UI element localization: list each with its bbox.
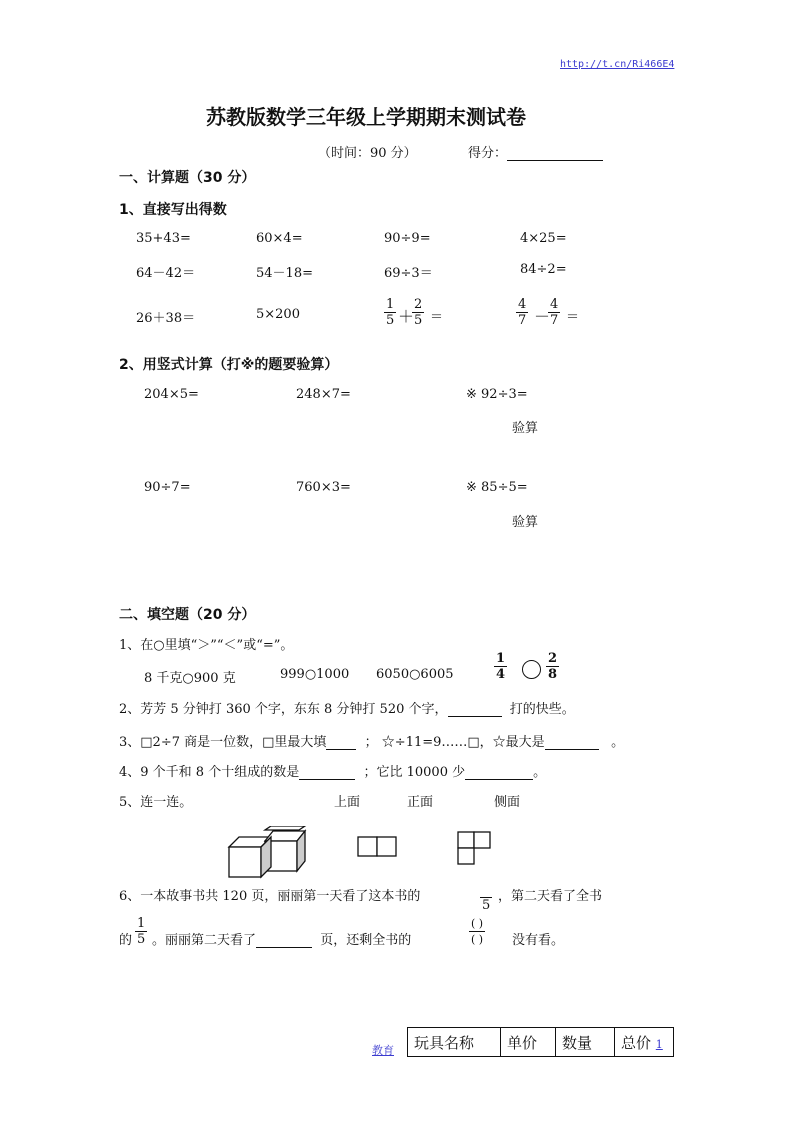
table-header-price: 单价 [501, 1028, 556, 1057]
vertical-calc-5: 760×3= [296, 480, 351, 495]
check-label: 验算 [512, 515, 539, 530]
question-1: 1、在○里填“＞”“＜”或“=”。 [119, 638, 294, 653]
fraction [546, 651, 559, 682]
question-3-part-a: 3、□2÷7 商是一位数，□里最大填 [119, 735, 327, 750]
score-text: 得分： [468, 146, 508, 161]
cube-stack-figure [225, 826, 309, 880]
section-1-heading: 一、计算题（30 分） [119, 170, 256, 186]
table-header-total-text: 总价 [621, 1033, 652, 1052]
score-label [468, 142, 603, 161]
check-label: 验算 [512, 421, 539, 436]
fraction [548, 297, 560, 328]
answer-blank [448, 702, 502, 717]
question-6-line-1: 6、一本故事书共 120 页，丽丽第一天看了这本书的 [119, 889, 421, 904]
side-view-figure [457, 830, 493, 866]
fraction [480, 882, 492, 913]
answer-blank [545, 735, 599, 750]
answer-blank [465, 765, 533, 780]
compare-item-2: 999○1000 [280, 667, 350, 682]
page-number[interactable]: 1 [655, 1037, 663, 1051]
fraction [384, 297, 396, 328]
question-6-line-1-end: ，第二天看了全书 [498, 889, 603, 904]
numerator: 1 [386, 297, 395, 312]
fraction [494, 651, 507, 682]
denominator: 5 [414, 313, 423, 328]
calc-r2-4: 84÷2= [520, 262, 567, 277]
question-6-text-2: 页，还剩全书的 [320, 933, 412, 948]
view-label-top: 上面 [334, 795, 361, 810]
denominator: 7 [550, 313, 559, 328]
calc-r3-2: 5×200 [256, 307, 300, 322]
compare-circle [522, 660, 541, 679]
question-4 [119, 761, 546, 780]
compare-item-1: 8 千克○900 克 [144, 671, 236, 686]
compare-item-3: 6050○6005 [376, 667, 454, 682]
denominator: 5 [482, 898, 491, 913]
numerator: 1 [137, 916, 146, 931]
answer-blank [326, 735, 356, 750]
vertical-calc-4: 90÷7= [144, 480, 191, 495]
vertical-calc-1: 204×5= [144, 387, 199, 402]
table-header-name: 玩具名称 [408, 1028, 501, 1057]
numerator: 2 [548, 651, 558, 666]
question-6-line-2-start: 的 [119, 933, 133, 948]
calc-r2-3: 69÷3＝ [384, 266, 433, 281]
source-url[interactable]: http://t.cn/Ri466E4 [560, 59, 675, 70]
numerator: 2 [414, 297, 423, 312]
table-header-quantity: 数量 [556, 1028, 615, 1057]
calc-r2-1: 64－42＝ [136, 266, 196, 281]
vertical-calc-3: ※ 92÷3= [466, 387, 528, 402]
view-label-front: 正面 [407, 795, 434, 810]
numerator: ( ) [471, 917, 484, 930]
fraction [135, 916, 147, 947]
answer-blank [256, 933, 312, 948]
denominator: 5 [137, 932, 146, 947]
question-3 [119, 731, 624, 750]
question-6-line-2-end: 没有看。 [512, 933, 565, 948]
view-label-side: 侧面 [494, 795, 521, 810]
calc-r1-3: 90÷9= [384, 231, 431, 246]
fraction-operator: ＋ [398, 307, 415, 326]
toy-price-table [407, 1027, 674, 1057]
equals-sign: ＝ [566, 310, 580, 325]
question-4-part-c: 。 [533, 765, 547, 780]
question-3-part-c: 。 [611, 735, 625, 750]
denominator: ( ) [471, 933, 484, 946]
calc-r1-2: 60×4= [256, 231, 303, 246]
fraction-operator: － [534, 307, 551, 326]
section-2-heading: 二、填空题（20 分） [119, 607, 256, 623]
answer-blank [299, 765, 355, 780]
question-2-end [502, 702, 510, 717]
question-2-end-text: 打的快些。 [509, 702, 575, 717]
calc-r2-2: 54－18= [256, 266, 313, 281]
question-4-part-a: 4、9 个千和 8 个十组成的数是 [119, 765, 300, 780]
fraction [469, 916, 485, 947]
denominator: 7 [518, 313, 527, 328]
denominator: 4 [496, 667, 506, 682]
numerator: 1 [496, 651, 506, 666]
numerator: 4 [518, 297, 527, 312]
education-link[interactable]: 教育 [372, 1044, 394, 1057]
numerator: 4 [550, 297, 559, 312]
calc-r3-1: 26＋38＝ [136, 311, 196, 326]
calc-r1-4: 4×25= [520, 231, 567, 246]
section-1-1-heading: 1、直接写出得数 [119, 202, 227, 218]
question-4-part-b: ；它比 10000 少 [363, 765, 466, 780]
question-3-part-b: ； ☆÷11=9……□，☆最大是 [364, 735, 545, 750]
fraction [516, 297, 528, 328]
question-2-text: 2、芳芳 5 分钟打 360 个字，东东 8 分钟打 520 个字， [119, 702, 448, 717]
table-row [408, 1028, 674, 1057]
question-5: 5、连一连。 [119, 795, 193, 810]
denominator: 8 [548, 667, 558, 682]
question-2 [119, 698, 575, 717]
equals-sign: ＝ [430, 310, 444, 325]
question-6-line-2 [152, 929, 411, 948]
section-1-2-heading: 2、用竖式计算（打※的题要验算） [119, 357, 339, 373]
vertical-calc-6: ※ 85÷5= [466, 480, 528, 495]
exam-time: （时间：90 分） [318, 146, 417, 161]
vertical-calc-2: 248×7= [296, 387, 351, 402]
question-6-text: 。丽丽第二天看了 [152, 933, 257, 948]
score-blank [507, 146, 603, 161]
denominator: 5 [386, 313, 395, 328]
fraction [412, 297, 424, 328]
calc-r1-1: 35+43= [136, 231, 191, 246]
table-header-total [615, 1028, 674, 1057]
page-title: 苏教版数学三年级上学期期末测试卷 [206, 105, 526, 129]
top-view-figure [357, 836, 399, 858]
